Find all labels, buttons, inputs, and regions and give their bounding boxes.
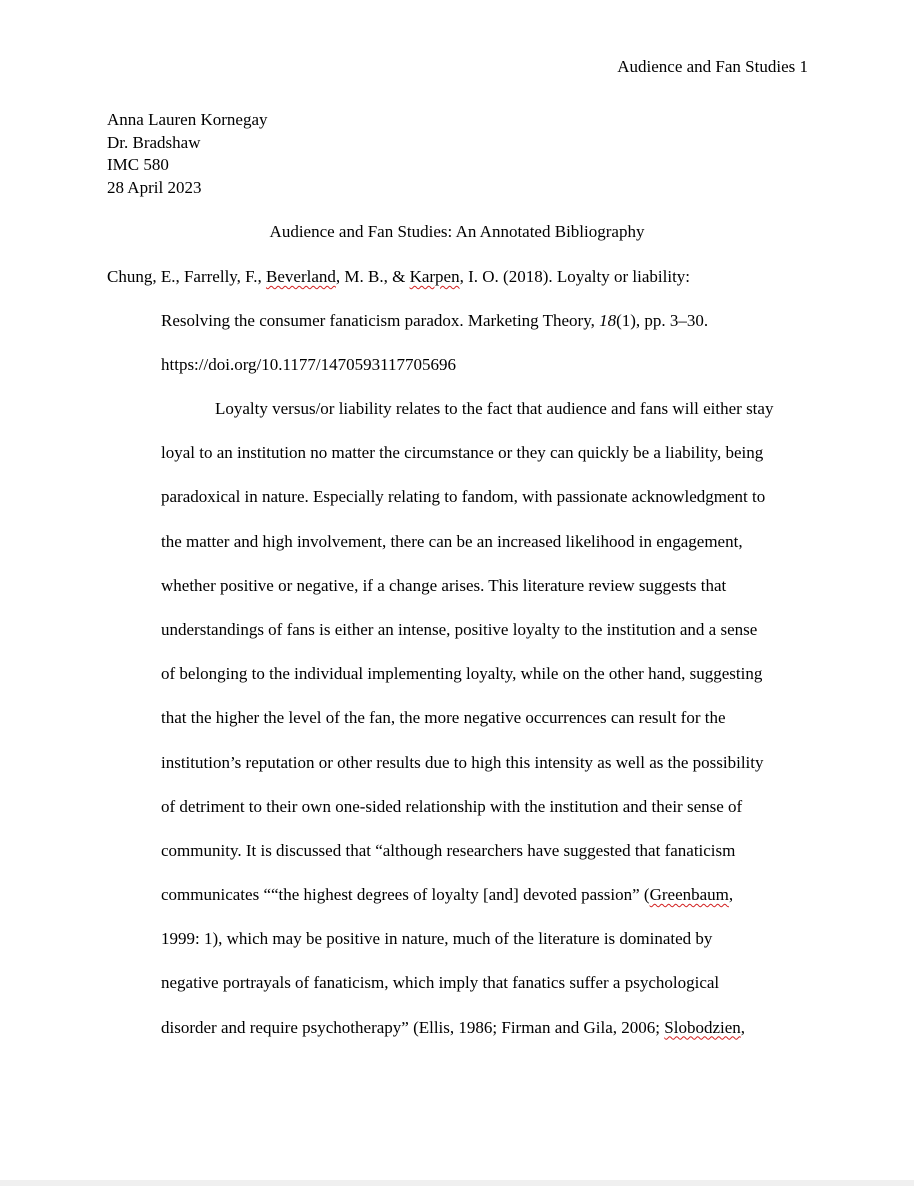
annotation-line [161, 884, 821, 928]
annotation-line: of belonging to the individual implementing loyalty, while on the other hand, suggesting [161, 664, 763, 684]
annotation-line: community. It is discussed that “although researchers have suggested that fanaticism [161, 840, 736, 860]
annotation-line: 1999: 1), which may be positive in nature, much of the literature is dominated by [161, 929, 713, 949]
course-name: IMC 580 [107, 155, 169, 174]
annotation-line: that the higher the level of the fan, the more negative occurrences can result for the [161, 708, 726, 728]
spellcheck-word[interactable]: Slobodzien [664, 1017, 741, 1037]
running-head: Audience and Fan Studies 1 [617, 57, 808, 76]
spellcheck-word[interactable]: Greenbaum [649, 885, 729, 905]
annotation-line: loyal to an institution no matter the circumstance or they can quickly be a liability, being [161, 443, 764, 463]
annotation-line: Loyalty versus/or liability relates to the fact that audience and fans will either stay [215, 399, 774, 418]
citation-doi: https://doi.org/10.1177/1470593117705696 [161, 355, 456, 374]
spellcheck-word[interactable]: Beverland [266, 267, 336, 286]
annotation-text: , [728, 885, 734, 905]
annotation-text: , [740, 1017, 746, 1037]
paper-title: Audience and Fan Studies: An Annotated Bibliography [269, 222, 645, 241]
annotation-line [161, 1017, 821, 1061]
citation-line-1 [107, 266, 807, 310]
citation-text: , I. O. (2018). Loyalty or liability: [459, 267, 691, 286]
student-heading [107, 109, 268, 199]
spellcheck-word[interactable]: Karpen [409, 267, 460, 286]
paper-date: 28 April 2023 [107, 177, 202, 197]
author-name: Anna Lauren Kornegay [107, 110, 268, 129]
instructor-name: Dr. Bradshaw [107, 132, 201, 152]
annotation-text: communicates ““the highest degrees of loyalty [and] devoted passion” ( [161, 885, 650, 905]
citation-line-2 [107, 310, 807, 354]
annotation-line: of detriment to their own one-sided relationship with the institution and their sense of [161, 796, 743, 816]
annotation-line: whether positive or negative, if a change arises. This literature review suggests that [161, 575, 727, 595]
citation-text: , M. B., & [335, 267, 410, 286]
annotation-line: institution’s reputation or other results due to high this intensity as well as the possibility [161, 752, 764, 772]
citation-volume: 18 [599, 311, 617, 330]
page-edge [0, 1180, 914, 1186]
annotation-line: negative portrayals of fanaticism, which imply that fanatics suffer a psychological [161, 973, 720, 993]
annotation-line: paradoxical in nature. Especially relating to fandom, with passionate acknowledgment to [161, 487, 766, 507]
reference-citation [107, 266, 807, 398]
annotation-line: understandings of fans is either an intense, positive loyalty to the institution and a sense [161, 619, 758, 639]
citation-text: Chung, E., Farrelly, F., [107, 267, 267, 286]
annotation-line: the matter and high involvement, there can be an increased likelihood in engagement, [161, 531, 743, 551]
annotation-paragraph [161, 398, 821, 1061]
citation-text: Resolving the consumer fanaticism paradox. Marketing Theory, [161, 311, 600, 330]
annotation-text: disorder and require psychotherapy” (Ellis, 1986; Firman and Gila, 2006; [161, 1017, 665, 1037]
citation-text: (1), pp. 3–30. [616, 311, 709, 330]
